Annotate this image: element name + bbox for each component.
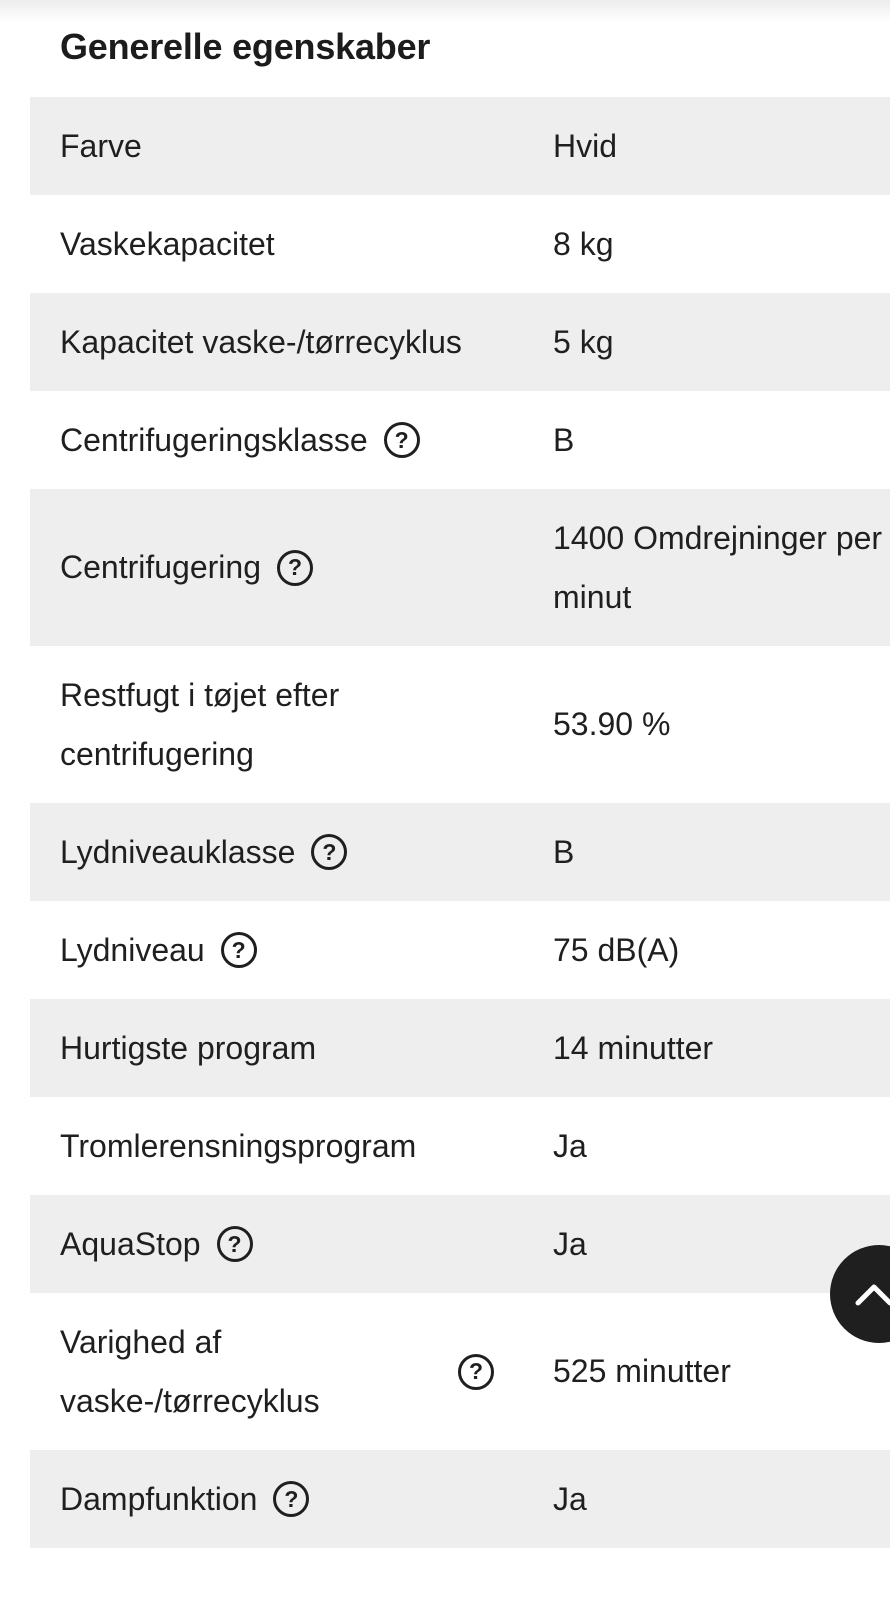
spec-value: 14 minutter — [553, 1029, 714, 1066]
help-icon[interactable]: ? — [384, 422, 420, 458]
spec-label-cell — [30, 1019, 523, 1078]
spec-row-aquastop — [30, 1195, 890, 1293]
spec-label-cell — [30, 1117, 523, 1176]
chevron-up-icon — [854, 1275, 890, 1315]
spec-value: 1400 Omdrejninger per minut — [553, 519, 883, 615]
spec-value: B — [553, 421, 575, 458]
spec-value: 8 kg — [553, 225, 614, 262]
spec-label: Restfugt i tøjet efter centrifugering — [60, 676, 340, 772]
spec-row-restfugt — [30, 646, 890, 803]
spec-label: Lydniveau — [60, 931, 205, 968]
spec-label: Tromlerensningsprogram — [60, 1127, 417, 1164]
spec-row-dampfunktion — [30, 1450, 890, 1548]
spec-label-cell — [30, 1313, 523, 1431]
help-icon[interactable]: ? — [458, 1354, 494, 1390]
spec-row-lydniveauklasse — [30, 803, 890, 901]
help-icon[interactable]: ? — [273, 1481, 309, 1517]
spec-value: B — [553, 833, 575, 870]
spec-label: Lydniveauklasse — [60, 833, 296, 870]
spec-row-kapacitet-vaske-toerrecyklus — [30, 293, 890, 391]
help-icon[interactable]: ? — [311, 834, 347, 870]
help-icon[interactable]: ? — [277, 550, 313, 586]
spec-label-cell — [30, 538, 523, 597]
spec-table — [30, 97, 890, 1548]
spec-label: Centrifugering — [60, 549, 261, 585]
spec-label: Centrifugeringsklasse — [60, 421, 368, 458]
spec-row-centrifugering — [30, 489, 890, 646]
spec-row-tromlerensningsprogram — [30, 1097, 890, 1195]
spec-label: AquaStop — [60, 1225, 201, 1262]
spec-row-varighed-vaske-toerrecyklus — [30, 1293, 890, 1450]
spec-value: 53.90 % — [553, 706, 671, 742]
spec-label-cell — [30, 921, 523, 980]
spec-label: Farve — [60, 127, 142, 164]
spec-row-hurtigste-program — [30, 999, 890, 1097]
spec-value: Ja — [553, 1127, 587, 1164]
spec-label-cell — [30, 411, 523, 470]
spec-label-cell — [30, 823, 523, 882]
spec-label-cell — [30, 117, 523, 176]
spec-row-centrifugeringsklasse — [30, 391, 890, 489]
spec-value: 5 kg — [553, 323, 614, 360]
spec-label-cell — [30, 1470, 523, 1529]
spec-label: Hurtigste program — [60, 1029, 317, 1066]
spec-row-lydniveau — [30, 901, 890, 999]
spec-value: Ja — [553, 1480, 587, 1517]
help-icon[interactable]: ? — [217, 1226, 253, 1262]
help-icon[interactable]: ? — [221, 932, 257, 968]
section-title: Generelle egenskaber — [60, 26, 431, 67]
spec-label: Varighed af vaske-/tørrecyklus — [60, 1323, 320, 1419]
spec-label-cell — [30, 1215, 523, 1274]
spec-value: 525 minutter — [553, 1353, 731, 1389]
spec-label: Dampfunktion — [60, 1480, 258, 1517]
spec-value: Hvid — [553, 127, 618, 164]
spec-label: Vaskekapacitet — [60, 225, 275, 262]
spec-label-cell — [30, 313, 523, 372]
spec-row-vaskekapacitet — [30, 195, 890, 293]
spec-label: Kapacitet vaske-/tørrecyklus — [60, 323, 462, 360]
spec-label-cell — [30, 666, 523, 784]
spec-label-cell — [30, 215, 523, 274]
spec-value: 75 dB(A) — [553, 931, 680, 968]
top-shadow — [0, 0, 890, 22]
spec-value: Ja — [553, 1225, 587, 1262]
spec-row-farve — [30, 97, 890, 195]
